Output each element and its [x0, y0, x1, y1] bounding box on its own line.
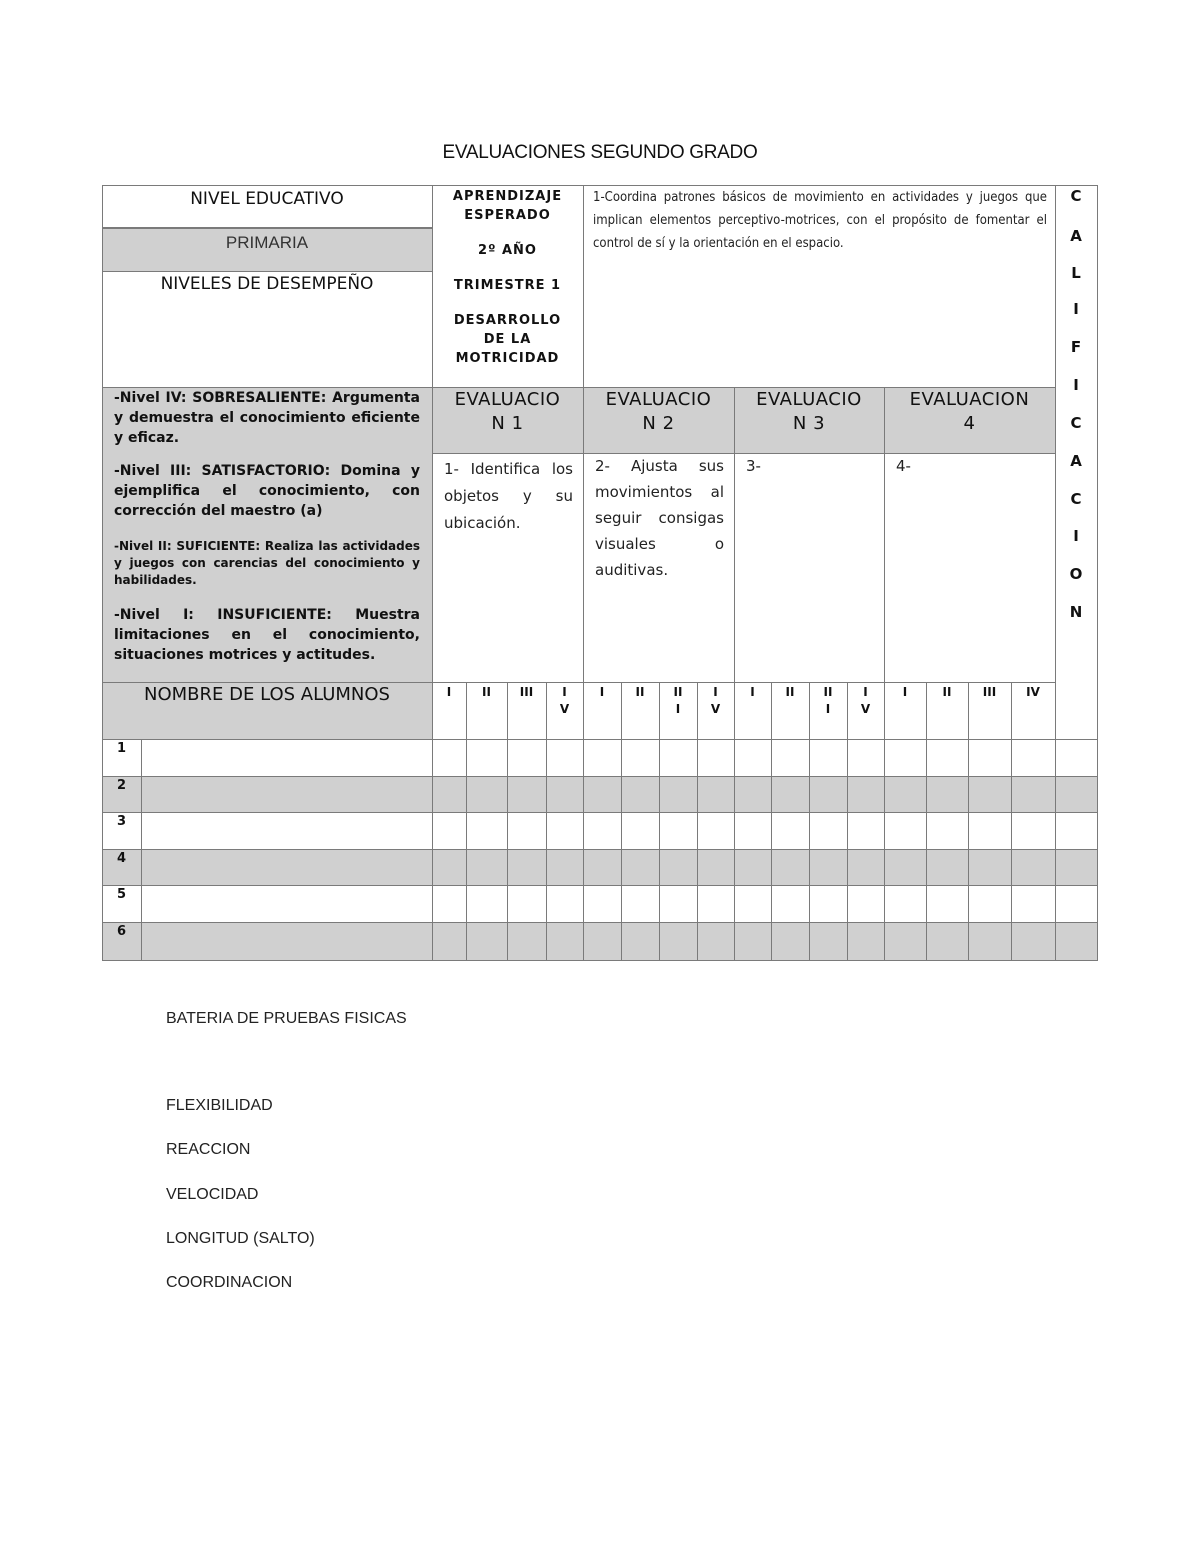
calificacion-letter: O: [1069, 565, 1083, 583]
nivel-ii-text: -Nivel II: SUFICIENTE: Realiza las actividades y juegos con carencias del conocimiento y habilidades.: [114, 539, 420, 587]
evaluacion-1-criterio: 1- Identifica los objetos y su ubicación.: [444, 460, 573, 532]
grid-line: [102, 960, 1098, 961]
nivel-column-header: I: [902, 685, 908, 699]
evaluacion-4-heading-line2: 4: [963, 413, 976, 434]
grid-line: [507, 682, 508, 961]
grid-line: [884, 387, 885, 961]
nivel-column-header: I: [750, 685, 755, 699]
calificacion-letter: F: [1070, 338, 1082, 356]
nivel-column-header: I V: [860, 685, 871, 716]
student-name-cell[interactable]: [142, 886, 432, 922]
student-name-cell[interactable]: [142, 850, 432, 885]
nivel-i-text: -Nivel I: INSUFICIENTE: Muestra limitaciones en el conocimiento, situaciones motrices y actitudes.: [114, 607, 420, 663]
nivel-column-header: II: [635, 685, 645, 699]
row-number: 4: [117, 851, 127, 866]
calificacion-letter: A: [1070, 227, 1082, 245]
evaluacion-3-heading-line2: N 3: [792, 413, 826, 434]
bateria-item: FLEXIBILIDAD: [166, 1097, 273, 1114]
grid-line: [697, 682, 698, 961]
calificacion-letter: A: [1070, 452, 1082, 470]
row-number: 5: [117, 887, 127, 902]
evaluacion-1-heading-line2: N 1: [491, 413, 524, 434]
bateria-item: COORDINACION: [166, 1274, 293, 1291]
student-name-cell[interactable]: [142, 813, 432, 849]
aprendizaje-descripcion: 1-Coordina patrones básicos de movimiento en actividades y juegos que implican elementos perceptivo-motrices, con el propósito de fomentar el control de sí y la orientación en el espacio.: [593, 190, 1047, 251]
calificacion-letter: I: [1073, 300, 1079, 318]
grid-line: [546, 682, 547, 961]
nivel-column-header: I V: [710, 685, 721, 716]
grid-line: [102, 682, 1056, 683]
row-number: 1: [117, 741, 127, 756]
document-title: EVALUACIONES SEGUNDO GRADO: [442, 142, 758, 163]
nivel-column-header: IV: [1026, 685, 1040, 699]
evaluacion-2-heading-line1: EVALUACIO: [605, 389, 712, 410]
evaluacion-4-criterio: 4-: [896, 457, 911, 475]
anio-label: 2º AÑO: [478, 243, 537, 258]
nivel-iii-text: -Nivel III: SATISFACTORIO: Domina y ejemplifica el conocimiento, con corrección del maestro (a): [114, 463, 420, 519]
bateria-item: REACCION: [166, 1141, 251, 1158]
nivel-column-header: III: [982, 685, 997, 699]
row-number: 3: [117, 814, 127, 829]
nivel-column-header: II: [482, 685, 491, 699]
grid-line: [102, 271, 433, 272]
nivel-divider: [102, 228, 433, 229]
grid-line: [659, 682, 660, 961]
calificacion-letter: I: [1073, 376, 1079, 394]
grid-line: [621, 682, 622, 961]
nivel-column-header: I: [446, 685, 452, 699]
grid-line: [432, 185, 433, 961]
row-number: 6: [117, 924, 127, 939]
nivel-iv-text: -Nivel IV: SOBRESALIENTE: Argumenta y demuestra el conocimiento eficiente y eficaz.: [114, 390, 420, 446]
evaluacion-4-heading-line1: EVALUACION: [909, 389, 1030, 410]
row-number: 2: [117, 778, 127, 793]
calificacion-letter: C: [1070, 414, 1082, 432]
nivel-column-header: II I: [673, 685, 683, 716]
calificacion-letter: L: [1071, 264, 1081, 282]
calificacion-letter: N: [1069, 603, 1083, 621]
grid-line: [1097, 185, 1098, 961]
evaluacion-3-criterio: 3-: [746, 457, 761, 475]
grid-line: [1011, 682, 1012, 961]
nivel-column-header: II: [942, 685, 952, 699]
grid-line: [466, 682, 467, 961]
student-name-cell[interactable]: [142, 923, 432, 960]
nivel-column-header: I: [599, 685, 605, 699]
desarrollo-label: DESARROLLO DE LA MOTRICIDAD: [453, 313, 562, 366]
aprendizaje-label: APRENDIZAJE ESPERADO: [452, 189, 563, 223]
grid-line: [771, 682, 772, 961]
grid-line: [847, 682, 848, 961]
nivel-column-header: II: [785, 685, 795, 699]
grid-line: [809, 682, 810, 961]
nivel-column-header: I V: [559, 685, 570, 716]
nivel-column-header: II I: [823, 685, 833, 716]
bateria-item: LONGITUD (SALTO): [166, 1230, 315, 1247]
grid-line: [583, 185, 584, 961]
evaluacion-2-heading-line2: N 2: [642, 413, 675, 434]
evaluacion-3-heading-line1: EVALUACIO: [756, 389, 862, 410]
grid-line: [102, 185, 103, 961]
niveles-desempeno-label: NIVELES DE DESEMPEÑO: [160, 274, 374, 294]
grid-line: [926, 682, 927, 961]
evaluacion-2-criterio: 2- Ajusta sus movimientos al seguir consigas visuales o auditivas.: [595, 457, 724, 579]
nombre-alumnos-label: NOMBRE DE LOS ALUMNOS: [144, 684, 390, 705]
nivel-educativo-label: NIVEL EDUCATIVO: [190, 189, 344, 209]
grid-line: [968, 682, 969, 961]
trimestre-label: TRIMESTRE 1: [453, 278, 562, 293]
bateria-title: BATERIA DE PRUEBAS FISICAS: [166, 1010, 407, 1027]
nivel-column-header: III: [519, 685, 534, 699]
student-name-cell[interactable]: [142, 777, 432, 812]
bateria-item: VELOCIDAD: [166, 1186, 259, 1203]
evaluacion-1-heading-line1: EVALUACIO: [454, 389, 561, 410]
calificacion-letter: I: [1073, 527, 1079, 545]
primaria-label: PRIMARIA: [225, 233, 309, 252]
student-name-cell[interactable]: [142, 740, 432, 776]
calificacion-letter: C: [1070, 490, 1082, 508]
calificacion-letter: C: [1070, 187, 1082, 205]
grid-line: [734, 387, 735, 961]
